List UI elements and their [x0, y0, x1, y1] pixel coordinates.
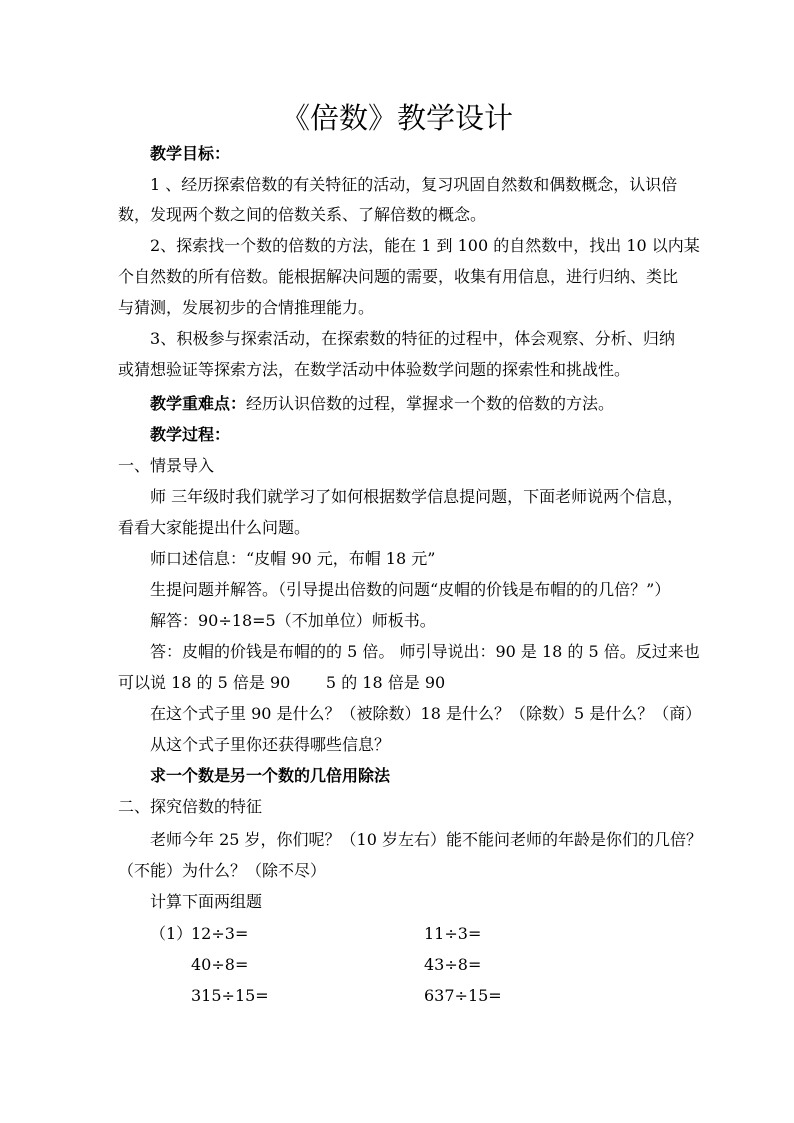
calc-left-2: 40÷8= — [191, 955, 249, 974]
objective-2-line-3: 与猜测，发展初步的合情推理能力。 — [118, 298, 375, 317]
section-1-para-3: 生提问题并解答。（引导提出倍数的问题“皮帽的价钱是布帽的的几倍？”） — [150, 580, 671, 599]
key-points — [150, 393, 614, 415]
calc-right-1: 11÷3= — [424, 924, 482, 943]
section-1-conclusion: 求一个数是另一个数的几倍用除法 — [150, 766, 391, 785]
section-1-para-1-line-1: 师 三年级时我们就学习了如何根据数学信息提问题，下面老师说两个信息， — [150, 487, 684, 506]
objectives-heading: 教学目标： — [150, 144, 231, 163]
objective-3-line-1: 3、积极参与探索活动，在探索数的特征的过程中，体会观察、分析、归纳 — [150, 329, 675, 348]
section-2-para-1-line-2: （不能）为什么？（除不尽） — [118, 861, 327, 880]
section-2-para-1-line-1: 老师今年 25 岁，你们呢？（10 岁左右）能不能问老师的年龄是你们的几倍？ — [150, 830, 702, 849]
section-1-para-5-line-2: 可以说 18 的 5 倍是 90 5 的 18 倍是 90 — [118, 673, 446, 692]
key-points-text: 经历认识倍数的过程，掌握求一个数的倍数的方法。 — [246, 394, 615, 413]
section-2-heading: 二、探究倍数的特征 — [118, 797, 263, 816]
section-1-para-1-line-2: 看看大家能提出什么问题。 — [118, 518, 311, 537]
calc-left-1: 12÷3= — [191, 924, 249, 943]
section-1-para-4: 解答：90÷18=5（不加单位）师板书。 — [150, 611, 436, 630]
page-title: 《倍数》教学设计 — [280, 101, 513, 135]
section-1-heading: 一、情景导入 — [118, 456, 215, 475]
calc-right-2: 43÷8= — [424, 955, 482, 974]
section-2-para-2: 计算下面两组题 — [150, 892, 263, 911]
objective-1-line-1: 1 、经历探索倍数的有关特征的活动，复习巩固自然数和偶数概念，认识倍 — [150, 175, 678, 194]
section-1-para-7: 从这个式子里你还获得哪些信息？ — [150, 735, 391, 754]
section-1-para-6: 在这个式子里 90 是什么？（被除数）18 是什么？（除数）5 是什么？（商） — [150, 704, 702, 723]
group-label: （1） — [150, 924, 193, 943]
process-heading: 教学过程： — [150, 425, 231, 444]
objective-2-line-2: 个自然数的所有倍数。能根据解决问题的需要，收集有用信息，进行归纳、类比 — [118, 267, 679, 286]
section-1-para-5-line-1: 答：皮帽的价钱是布帽的的 5 倍。 师引导说出：90 是 18 的 5 倍。反过来也 — [150, 642, 700, 661]
objective-2-line-1: 2、探索找一个数的倍数的方法，能在 1 到 100 的自然数中，找出 10 以内某 — [150, 236, 700, 255]
calc-right-3: 637÷15= — [424, 986, 502, 1005]
key-points-label: 教学重难点： — [150, 394, 247, 413]
section-1-para-2: 师口述信息：“皮帽 90 元，布帽 18 元” — [150, 549, 436, 568]
objective-1-line-2: 数，发现两个数之间的倍数关系、了解倍数的概念。 — [118, 205, 487, 224]
objective-3-line-2: 或猜想验证等探索方法，在数学活动中体验数学问题的探索性和挑战性。 — [118, 360, 631, 379]
calc-left-3: 315÷15= — [191, 986, 269, 1005]
